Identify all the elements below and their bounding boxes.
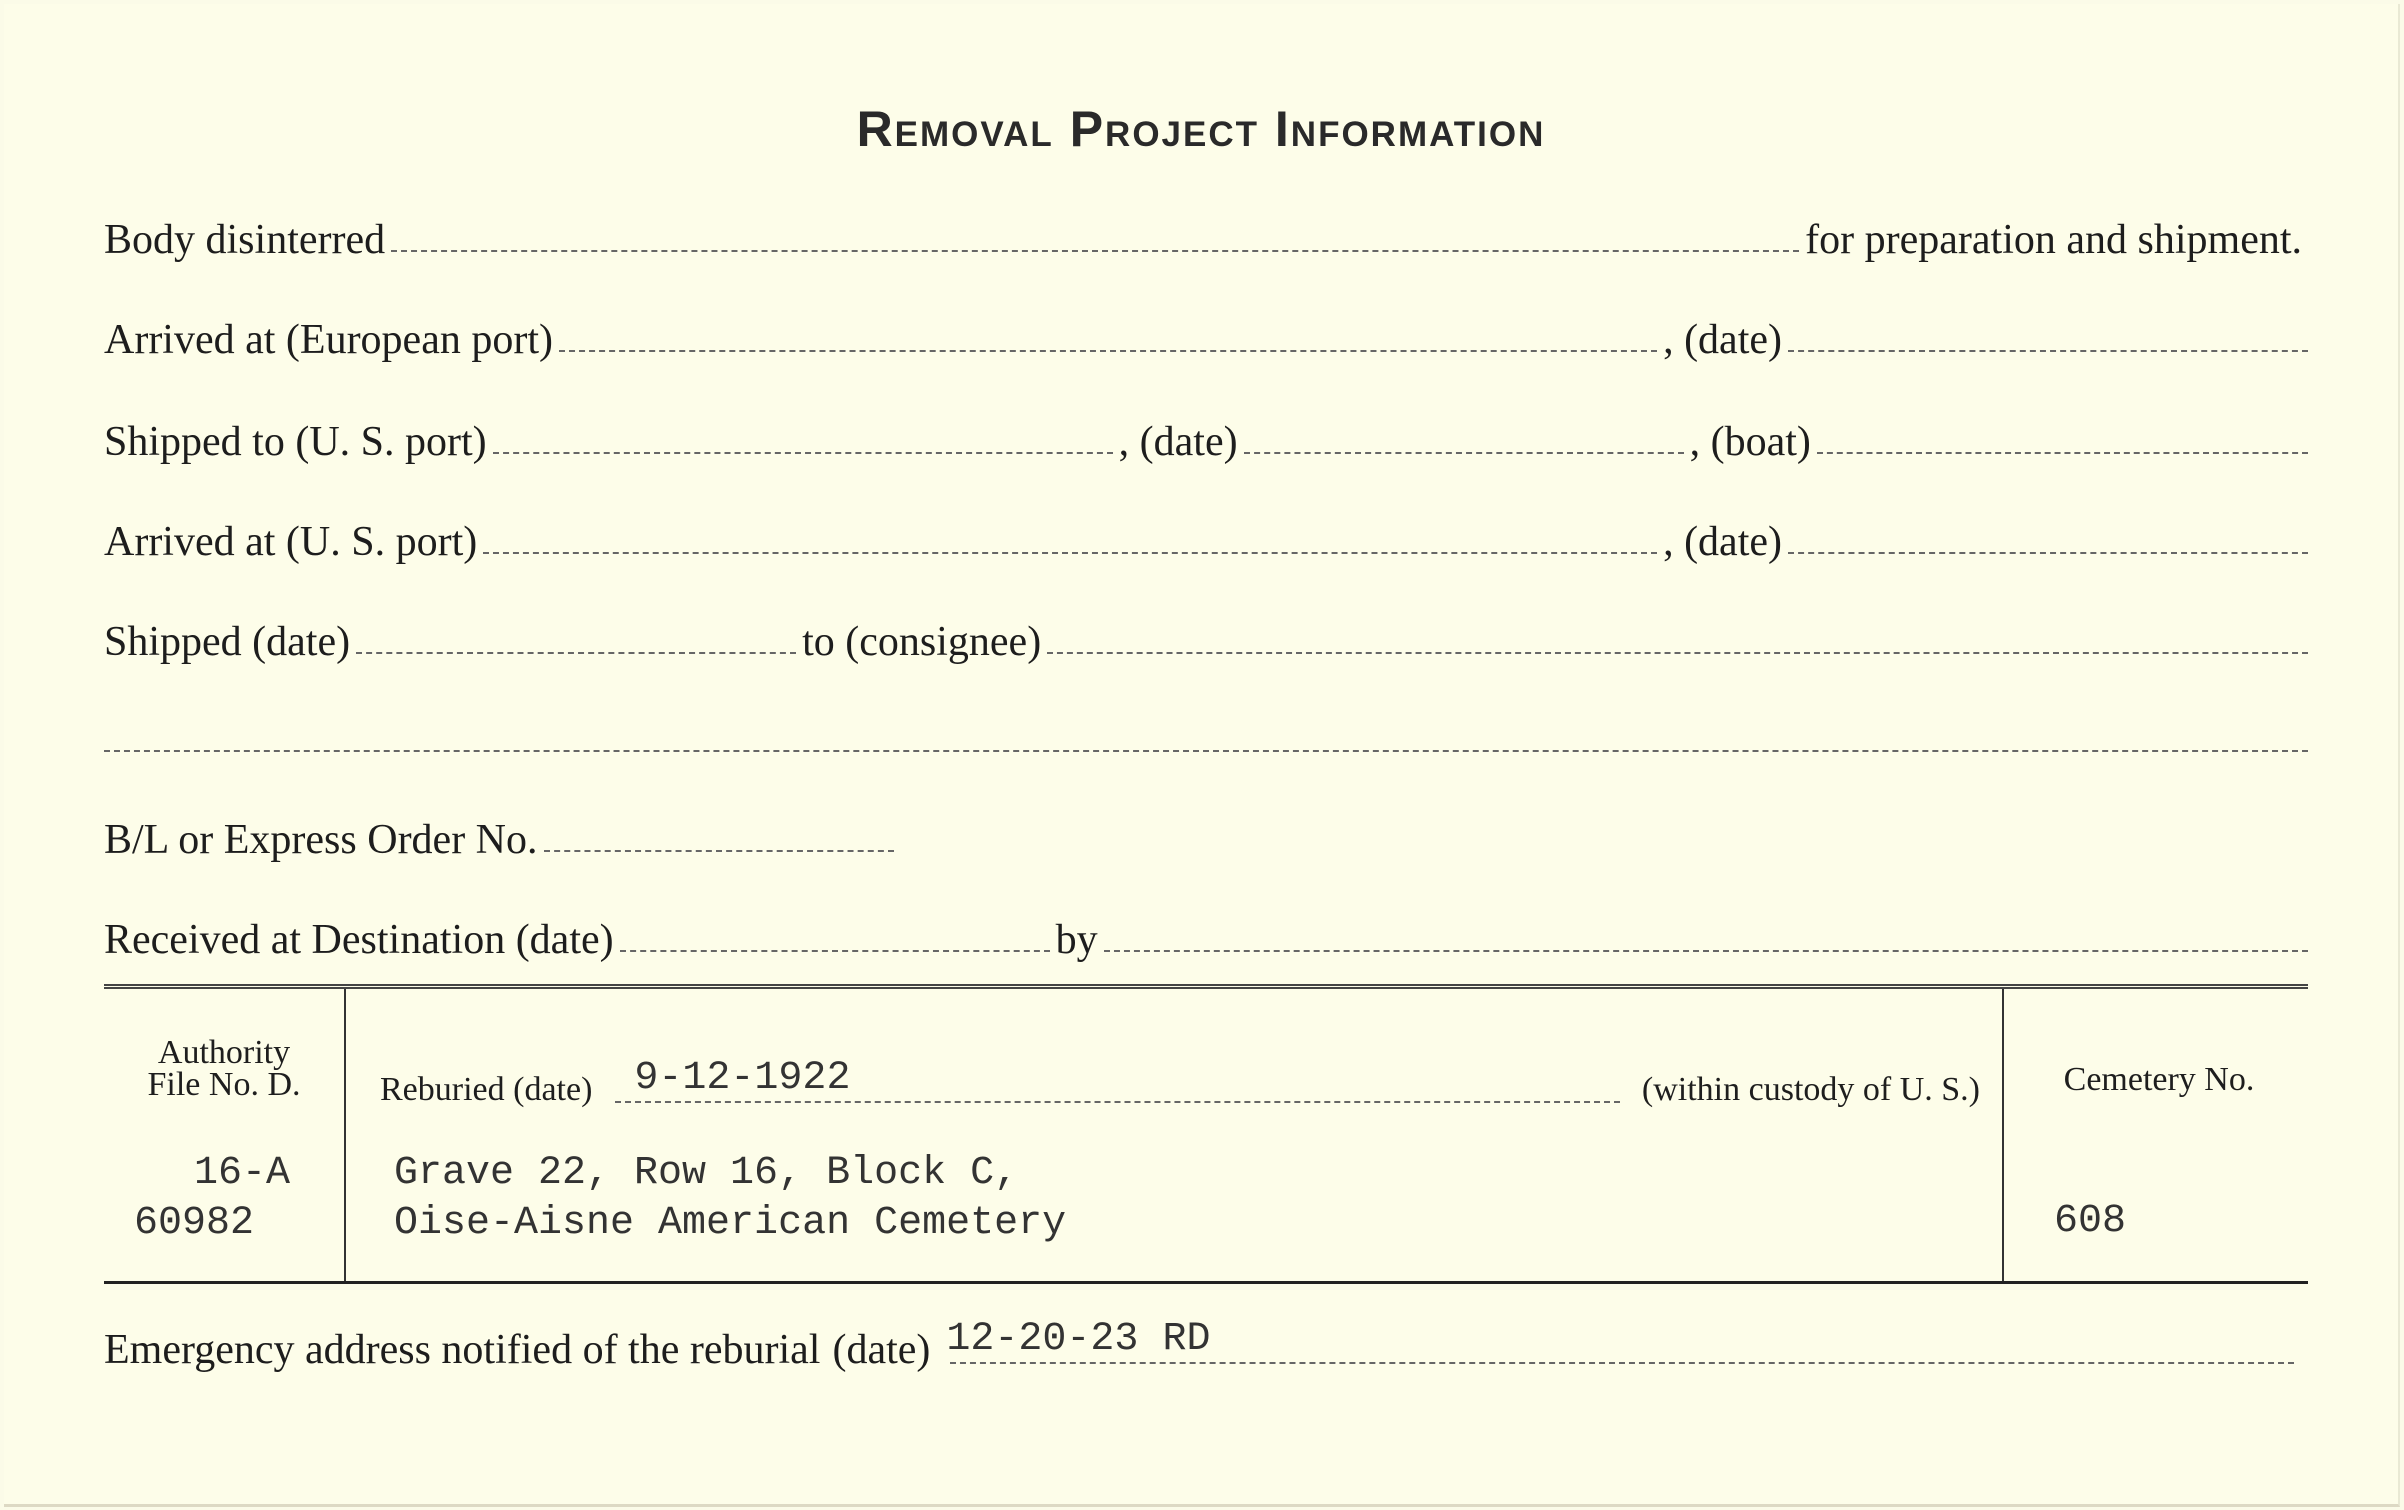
us-port-shipped-label: Shipped to (U. S. port) [104, 419, 487, 465]
disinterred-field[interactable] [391, 249, 1799, 252]
grave-location [394, 1149, 1066, 1249]
disinterred-label: Body disinterred [104, 217, 386, 263]
bl-label: B/L or Express Order No. [104, 817, 538, 863]
divider-right [2002, 989, 2004, 1281]
us-port-shipped-date-label: , (date) [1118, 419, 1238, 465]
authority-value-line1: 16-A [194, 1151, 291, 1196]
authority-label [114, 1034, 334, 1103]
shipped-row [104, 606, 2308, 666]
page-title: Removal Project Information [856, 101, 1546, 157]
eu-port-label: Arrived at (European port) [104, 317, 553, 363]
us-port-arrived-field[interactable] [483, 551, 1657, 554]
emergency-date-label: (date) [832, 1327, 931, 1373]
shipped-date-field[interactable] [356, 651, 796, 654]
us-port-arrived-date-field[interactable] [1788, 551, 2308, 554]
boat-field[interactable] [1817, 451, 2308, 454]
us-port-shipped-date-field[interactable] [1244, 451, 1684, 454]
emergency-date-value: 12-20-23 RD [946, 1317, 1211, 1362]
reburied-date-field[interactable] [604, 1056, 1630, 1109]
us-port-arrived-date-label: , (date) [1663, 519, 1782, 565]
eu-port-date-label: , (date) [1663, 317, 1782, 363]
consignee-label: to (consignee) [802, 619, 1042, 665]
authority-label-line2: File No. D. [147, 1066, 301, 1103]
consignee-extra-row [104, 704, 2308, 764]
authority-value [134, 1149, 334, 1249]
reburied-row [380, 1056, 1980, 1109]
reburied-date-rule [615, 1101, 1620, 1103]
record-card [4, 4, 2400, 1507]
consignee-extra-field[interactable] [104, 749, 2308, 752]
eu-port-row [104, 304, 2308, 364]
received-row [104, 904, 2308, 964]
received-by-field[interactable] [1104, 949, 2308, 952]
us-port-arrived-row [104, 506, 2308, 566]
us-port-shipped-field[interactable] [493, 451, 1113, 454]
consignee-field[interactable] [1047, 651, 2308, 654]
eu-port-date-field[interactable] [1788, 349, 2308, 352]
bl-row [104, 804, 2308, 864]
emergency-date-rule [950, 1362, 2294, 1364]
grave-location-line2: Oise-Aisne American Cemetery [394, 1201, 1067, 1246]
cemetery-value: 608 [2054, 1199, 2127, 1244]
emergency-row [104, 1314, 2308, 1374]
reburial-box [104, 984, 2308, 1284]
disinterred-suffix: for preparation and shipment. [1805, 217, 2302, 263]
divider-left [344, 989, 346, 1281]
received-date-field[interactable] [620, 949, 1050, 952]
emergency-date-field[interactable] [936, 1318, 2308, 1374]
bl-field[interactable] [544, 849, 894, 852]
by-label: by [1055, 917, 1098, 963]
us-port-shipped-row [104, 406, 2308, 466]
emergency-label: Emergency address notified of the reburial [104, 1327, 821, 1373]
cemetery-label: Cemetery No. [2063, 1061, 2255, 1098]
grave-location-line1: Grave 22, Row 16, Block C, [394, 1151, 1019, 1196]
disinterred-row [104, 204, 2308, 264]
reburied-date-value: 9-12-1922 [634, 1056, 851, 1101]
authority-value-line2: 60982 [134, 1201, 255, 1246]
authority-label-line1: Authority [157, 1034, 291, 1071]
custody-label: (within custody of U. S.) [1641, 1071, 1980, 1108]
eu-port-field[interactable] [559, 349, 1657, 352]
reburied-label: Reburied (date) [380, 1071, 593, 1108]
received-label: Received at Destination (date) [104, 917, 614, 963]
boat-label: , (boat) [1689, 419, 1811, 465]
us-port-arrived-label: Arrived at (U. S. port) [104, 519, 478, 565]
shipped-date-label: Shipped (date) [104, 619, 351, 665]
